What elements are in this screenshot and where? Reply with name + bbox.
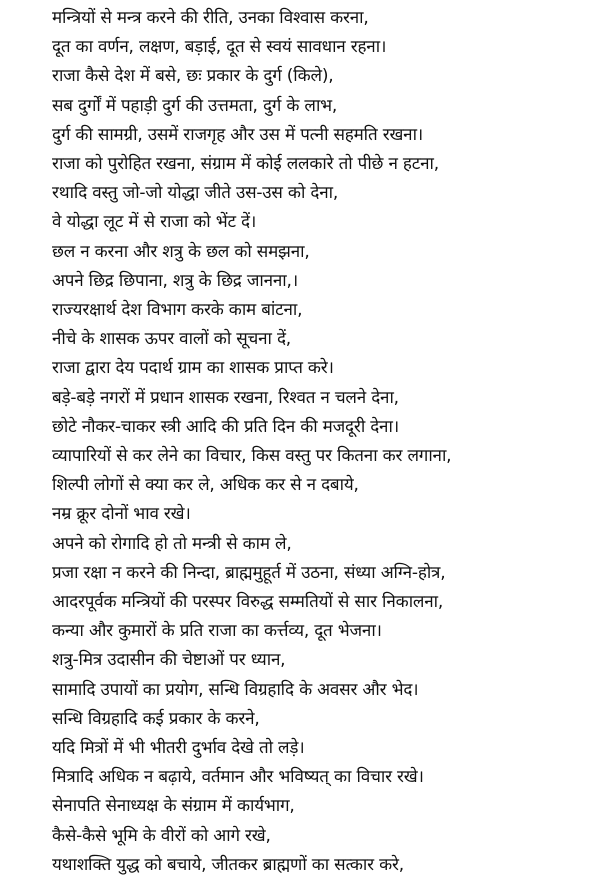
text-line: सेनापति सेनाध्यक्ष के संग्राम में कार्यभाग, [52,796,295,817]
text-line: दूत का वर्णन, लक्षण, बड़ाई, दूत से स्वयं सावधान रहना। [52,37,387,58]
text-line: यदि मित्रों में भी भीतरी दुर्भाव देखे तो लड़े। [52,738,305,758]
text-line: मन्त्रियों से मन्त्र करने की रीति, उनका विश्वास करना, [52,8,369,28]
text-line: शत्रु-मित्र उदासीन की चेष्टाओं पर ध्यान, [52,650,286,671]
text-line: अपने छिद्र छिपाना, शत्रु के छिद्र जानना,। [52,270,298,291]
text-line: बड़े-बड़े नगरों में प्रधान शासक रखना, रिश्वत न चलने देना, [52,387,399,408]
text-line: वे योद्धा लूट में से राजा को भेंट दें। [52,212,257,233]
text-line: सामादि उपायों का प्रयोग, सन्धि विग्रहादि के अवसर और भेद। [52,679,419,700]
text-line: नम्र क्रूर दोनों भाव रखे। [52,504,191,525]
text-line: राज्यरक्षार्थ देश विभाग करके काम बांटना, [52,300,303,320]
text-line: सन्धि विग्रहादि कई प्रकार के करने, [52,708,260,729]
text-line: शिल्पी लोगों से क्या कर ले, अधिक कर से न दबाये, [52,475,359,496]
text-line: राजा द्वारा देय पदार्थ ग्राम का शासक प्राप्त करे। [52,358,334,379]
text-line: नीचे के शासक ऊपर वालों को सूचना दें, [52,329,291,350]
text-line: राजा को पुरोहित रखना, संग्राम में कोई ललकारे तो पीछे न हटना, [52,154,439,174]
text-line: रथादि वस्तु जो-जो योद्धा जीते उस-उस को देना, [52,183,339,204]
text-line: छल न करना और शत्रु के छल को समझना, [52,241,310,262]
text-line: राजा कैसे देश में बसे, छः प्रकार के दुर्ग (किले), [52,66,334,87]
text-line: मित्रादि अधिक न बढ़ाये, वर्तमान और भविष्यत् का विचार रखे। [52,767,424,788]
text-line: दुर्ग की सामग्री, उसमें राजगृह और उस में पत्नी सहमति रखना। [52,124,424,145]
text-line: प्रजा रक्षा न करने की निन्दा, ब्राह्ममुहूर्त में उठना, संध्या अग्नि-होत्र, [52,562,446,583]
text-line: कन्या और कुमारों के प्रति राजा का कर्त्तव्य, दूत भेजना। [52,621,382,642]
text-line: यथाशक्ति युद्ध को बचाये, जीतकर ब्राह्मणों का सत्कार करे, [52,854,404,875]
text-line: छोटे नौकर-चाकर स्त्री आदि की प्रति दिन की मजदूरी देना। [52,416,399,437]
text-line: व्यापारियों से कर लेने का विचार, किस वस्तु पर कितना कर लगाना, [52,446,452,466]
text-line: आदरपूर्वक मन्त्रियों की परस्पर विरुद्ध सम्मतियों से सार निकालना, [52,592,444,612]
text-line: कैसे-कैसे भूमि के वीरों को आगे रखे, [52,825,271,846]
text-line: अपने को रोगादि हो तो मन्त्री से काम ले, [52,533,292,554]
text-line: सब दुर्गों में पहाड़ी दुर्ग की उत्तमता, दुर्ग के लाभ, [52,95,338,116]
